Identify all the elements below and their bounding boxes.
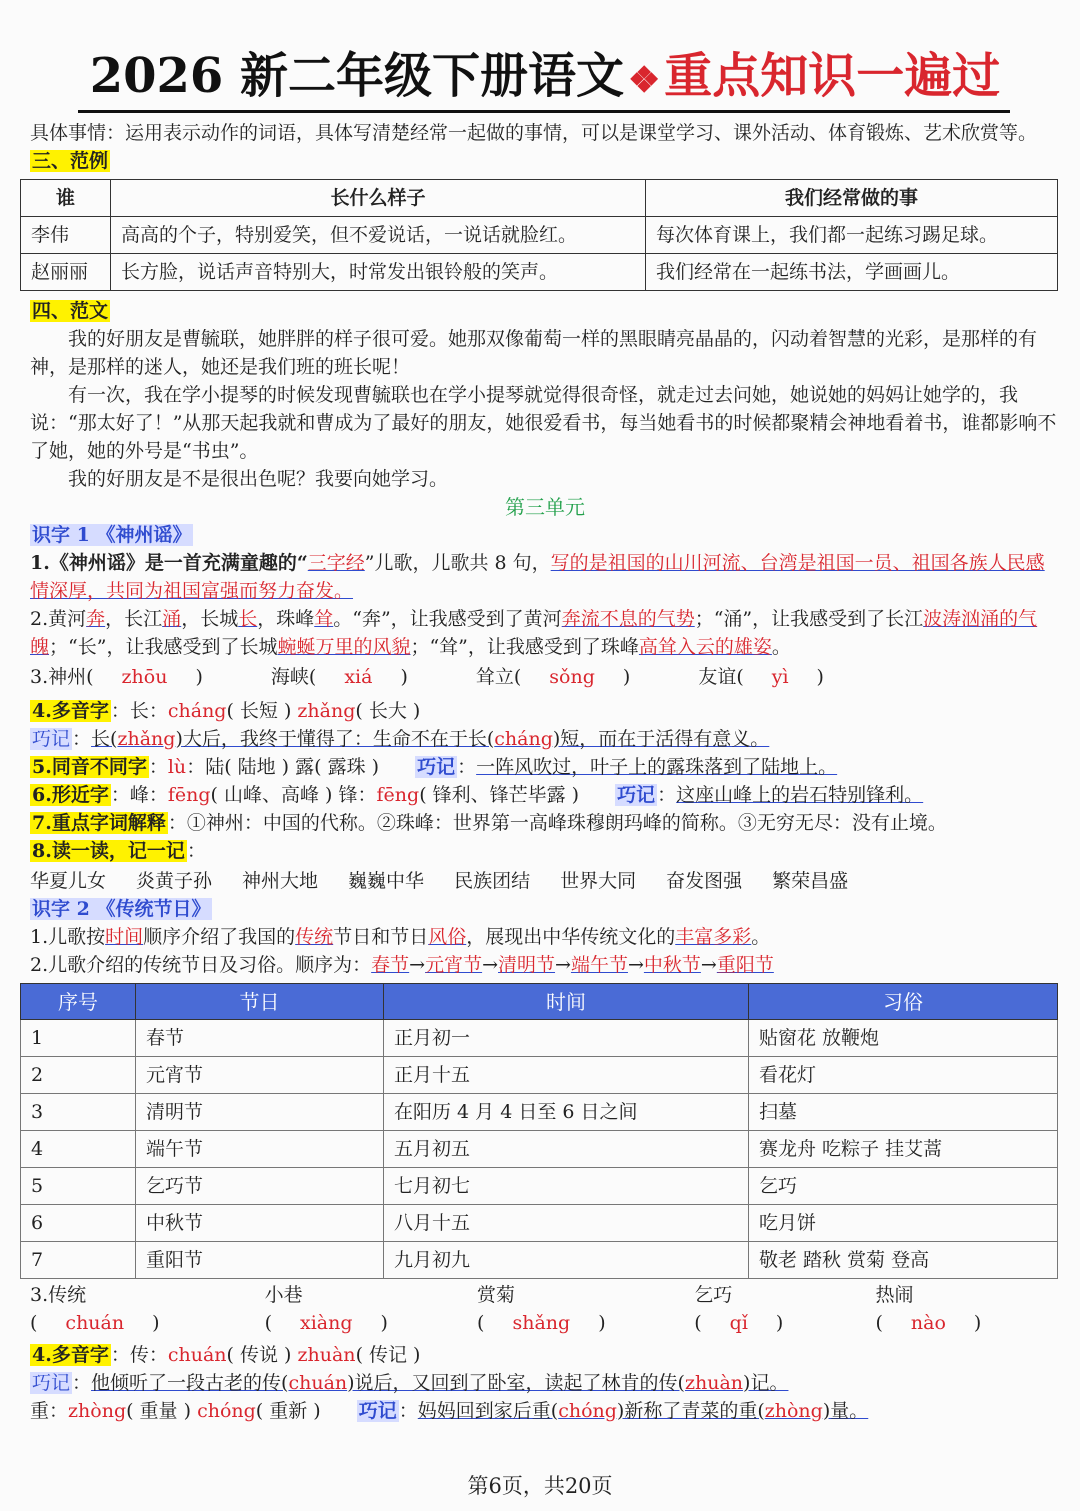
lesson1-point4: 4.多音字 ：长：cháng( 长短 ) zhǎng( 长大 )	[32, 700, 421, 722]
table-header-row	[21, 180, 1058, 217]
page-number: 第6页，共20页	[467, 1474, 613, 1498]
essay-paragraph: 我的好朋友是曹毓联，她胖胖的样子很可爱。她那双像葡萄一样的黑眼睛亮晶晶的，闪动着智慧的光彩，是那样的有神，是那样的迷人，她还是我们班的班长呢！	[30, 328, 1038, 378]
title-main: 2026 新二年级下册语文	[89, 48, 624, 104]
table-header-cell: 习俗	[749, 984, 1058, 1020]
list-item: 华夏儿女	[30, 870, 107, 892]
table-row: 3 清明节 在阳历 4 月 4 日至 6 日之间 扫墓	[21, 1094, 1058, 1131]
table-header-cell: 我们经常做的事	[646, 180, 1058, 217]
title-highlight: 重点知识一遍过	[664, 48, 1001, 104]
table-row: 2 元宵节 正月十五 看花灯	[21, 1057, 1058, 1094]
lesson2-tip4: 巧记 ：他倾听了一段古老的传(chuán)说后，又回到了卧室，读起了林肯的传(zhuàn)记。	[32, 1372, 789, 1394]
list-item: 世界大同	[560, 870, 637, 892]
festival-table	[20, 983, 1058, 1279]
table-cell: 长方脸，说话声音特别大，时常发出银铃般的笑声。	[111, 254, 646, 291]
lesson1-pinyin-row: 3.神州( zhōu ) 海峡( xiá ) 耸立( sǒng ) 友谊( yì )	[30, 666, 824, 688]
list-item: 神州大地	[242, 870, 319, 892]
word-list	[30, 867, 1060, 895]
table-cell: 高高的个子，特别爱笑，但不爱说话，一说话就脸红。	[111, 217, 646, 254]
diamond-icon: ❖	[628, 59, 661, 101]
lesson1-heading: 识字 1 《神州谣》	[32, 524, 192, 546]
list-item: 奋发图强	[666, 870, 743, 892]
document-page	[30, 0, 1060, 1425]
table-cell: 我们经常在一起练书法，学画画儿。	[646, 254, 1058, 291]
table-row: 4 端午节 五月初五 赛龙舟 吃粽子 挂艾蒿	[21, 1131, 1058, 1168]
unit-heading: 第三单元	[505, 495, 585, 519]
essay-paragraph: 我的好朋友是不是很出色呢？我要向她学习。	[68, 468, 449, 490]
table-row: 5 乞巧节 七月初七 乞巧	[21, 1168, 1058, 1205]
page-title	[30, 48, 1060, 108]
intro-paragraph: 具体事情：运用表示动作的词语，具体写清楚经常一起做的事情，可以是课堂学习、课外活动、体育锻炼、艺术欣赏等。	[30, 122, 1038, 144]
lesson2-point4: 4.多音字 ：传：chuán( 传说 ) zhuàn( 传记 )	[32, 1344, 421, 1366]
lesson2-point5: 重：zhòng( 重量 ) chóng( 重新 ) 巧记 ：妈妈回到家后重(chóng)新称了青菜的重(zhòng)量。	[30, 1400, 869, 1422]
table-cell: 赵丽丽	[21, 254, 111, 291]
lesson2-point1: 1.儿歌按时间顺序介绍了我国的传统节日和节日风俗，展现出中华传统文化的丰富多彩。	[30, 926, 771, 948]
section-heading-essay: 四、范文	[32, 300, 109, 322]
list-item: 民族团结	[454, 870, 531, 892]
lesson1-point5: 5.同音不同字 ：lù：陆( 陆地 ) 露( 露珠 ) 巧记 ：一阵风吹过，叶子上的露珠落到了陆地上。	[32, 756, 838, 778]
table-header-cell: 序号	[21, 984, 136, 1020]
table-cell: 李伟	[21, 217, 111, 254]
table-row	[21, 217, 1058, 254]
lesson1-point6: 6.形近字 ：峰：fēng( 山峰、高峰 ) 锋：fēng( 锋利、锋芒毕露 ) 巧记 ：这座山峰上的岩石特别锋利。	[32, 784, 924, 806]
section-heading-examples: 三、范例	[32, 150, 109, 172]
lesson1-point2: 2.黄河奔，长江涌，长城长，珠峰耸。“奔”，让我感受到了黄河奔流不息的气势；“涌”，让我感受到了长江波涛汹涌的气魄；“长”，让我感受到了长城蜿蜒万里的风貌；“耸”，让我感受到了珠峰高耸入云的雄姿。	[30, 608, 1038, 658]
example-table	[20, 179, 1058, 291]
table-header-cell: 谁	[21, 180, 111, 217]
table-header-cell: 长什么样子	[111, 180, 646, 217]
lesson2-point2: 2.儿歌介绍的传统节日及习俗。顺序为：春节→元宵节→清明节→端午节→中秋节→重阳节	[30, 954, 774, 976]
table-row: 1 春节 正月初一 贴窗花 放鞭炮	[21, 1020, 1058, 1057]
lesson1-point1: 1.《神州谣》是一首充满童趣的“三字经”儿歌，儿歌共 8 句，写的是祖国的山川河流、台湾是祖国一员、祖国各族人民感情深厚，共同为祖国富强而努力奋发。	[30, 552, 1045, 602]
list-item: 巍巍中华	[348, 870, 425, 892]
list-item: 繁荣昌盛	[772, 870, 849, 892]
list-item: 炎黄子孙	[136, 870, 213, 892]
lesson1-point7: 7.重点字词解释 ：①神州：中国的代称。②珠峰：世界第一高峰珠穆朗玛峰的简称。③无穷无尽：没有止境。	[32, 812, 947, 834]
table-cell: 每次体育课上，我们都一起练习踢足球。	[646, 217, 1058, 254]
table-row: 7 重阳节 九月初九 敬老 踏秋 赏菊 登高	[21, 1242, 1058, 1279]
title-underline	[78, 110, 1010, 113]
table-row: 6 中秋节 八月十五 吃月饼	[21, 1205, 1058, 1242]
lesson1-tip4: 巧记 ：长(zhǎng)大后，我终于懂得了：生命不在于长(cháng)短，而在于活得有意义。	[32, 728, 770, 750]
lesson1-point8: 8.读一读，记一记 ：	[32, 840, 206, 862]
table-row	[21, 254, 1058, 291]
table-header-cell: 节日	[136, 984, 384, 1020]
table-header-cell: 时间	[384, 984, 749, 1020]
lesson2-pinyin-row: 3.传统( chuán ) 小巷( xiàng ) 赏菊( shǎng ) 乞巧( qǐ ) 热闹( nào )	[30, 1284, 982, 1334]
table-header-row	[21, 984, 1058, 1020]
lesson2-heading: 识字 2 《传统节日》	[32, 898, 211, 920]
essay-paragraph: 有一次，我在学小提琴的时候发现曹毓联也在学小提琴就觉得很奇怪，就走过去问她，她说她的妈妈让她学的，我说：“那太好了！”从那天起我就和曹成为了最好的朋友，她很爱看书，每当她看书的时候都聚精会神地看着书，谁都影响不了她，她的外号是“书虫”。	[30, 384, 1057, 462]
